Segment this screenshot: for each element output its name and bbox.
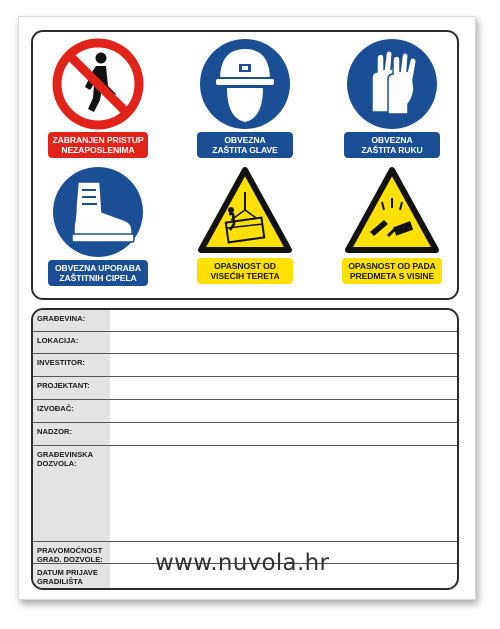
sign-label: OPASNOST OD VISEĆIH TERETA <box>197 258 293 284</box>
form-label: IZVOĐAČ: <box>33 400 110 422</box>
safety-signs-panel <box>31 30 459 300</box>
falling-objects-warning-icon <box>344 166 440 256</box>
form-label: PROJEKTANT: <box>33 377 110 399</box>
form-label: NADZOR: <box>33 423 110 445</box>
gloves-icon <box>346 38 438 130</box>
watermark-text: www.nuvola.hr <box>155 550 330 576</box>
form-field-nadzor[interactable] <box>110 423 457 445</box>
form-field-lokacija[interactable] <box>110 332 457 353</box>
sign-label: OBVEZNA UPORABA ZAŠTITNIH CIPELA <box>48 260 148 286</box>
form-field-gradevinska-dozvola[interactable] <box>110 446 457 541</box>
form-label: DATUM PRIJAVE GRADILIŠTA <box>33 564 110 590</box>
hard-hat-icon <box>199 38 291 130</box>
form-field-izvodac[interactable] <box>110 400 457 422</box>
sign-head-protection <box>190 38 300 158</box>
sign-hand-protection <box>337 38 447 158</box>
sign-suspended-load <box>190 166 300 284</box>
suspended-load-warning-icon <box>197 166 293 256</box>
form-field-gradevina[interactable] <box>110 310 457 331</box>
form-field-investitor[interactable] <box>110 354 457 376</box>
form-label: INVESTITOR: <box>33 354 110 376</box>
sign-label: OBVEZNA ZAŠTITA RUKU <box>344 132 440 158</box>
form-row-izvodac <box>33 400 457 423</box>
form-label: LOKACIJA: <box>33 332 110 353</box>
form-row-lokacija <box>33 332 457 354</box>
form-label: GRAĐEVINSKA DOZVOLA: <box>33 446 110 541</box>
sign-label: OBVEZNA ZAŠTITA GLAVE <box>197 132 293 158</box>
sign-no-entry <box>43 38 153 158</box>
form-label: GRAĐEVINA: <box>33 310 110 331</box>
no-entry-pedestrian-icon <box>52 38 144 130</box>
safety-boot-icon <box>52 166 144 258</box>
form-row-gradevina <box>33 310 457 332</box>
form-row-nadzor <box>33 423 457 446</box>
form-field-projektant[interactable] <box>110 377 457 399</box>
sign-label: ZABRANJEN PRISTUP NEZAPOSLENIMA <box>48 132 148 158</box>
sign-label: OPASNOST OD PADA PREDMETA S VISINE <box>342 258 442 284</box>
sign-foot-protection <box>43 166 153 286</box>
form-row-projektant <box>33 377 457 400</box>
form-label: PRAVOMOĆNOST GRAD. DOZVOLE: <box>33 542 110 563</box>
form-row-investitor <box>33 354 457 377</box>
sign-falling-objects <box>337 166 447 284</box>
form-row-gradevinska-dozvola <box>33 446 457 542</box>
site-info-form <box>31 308 459 590</box>
